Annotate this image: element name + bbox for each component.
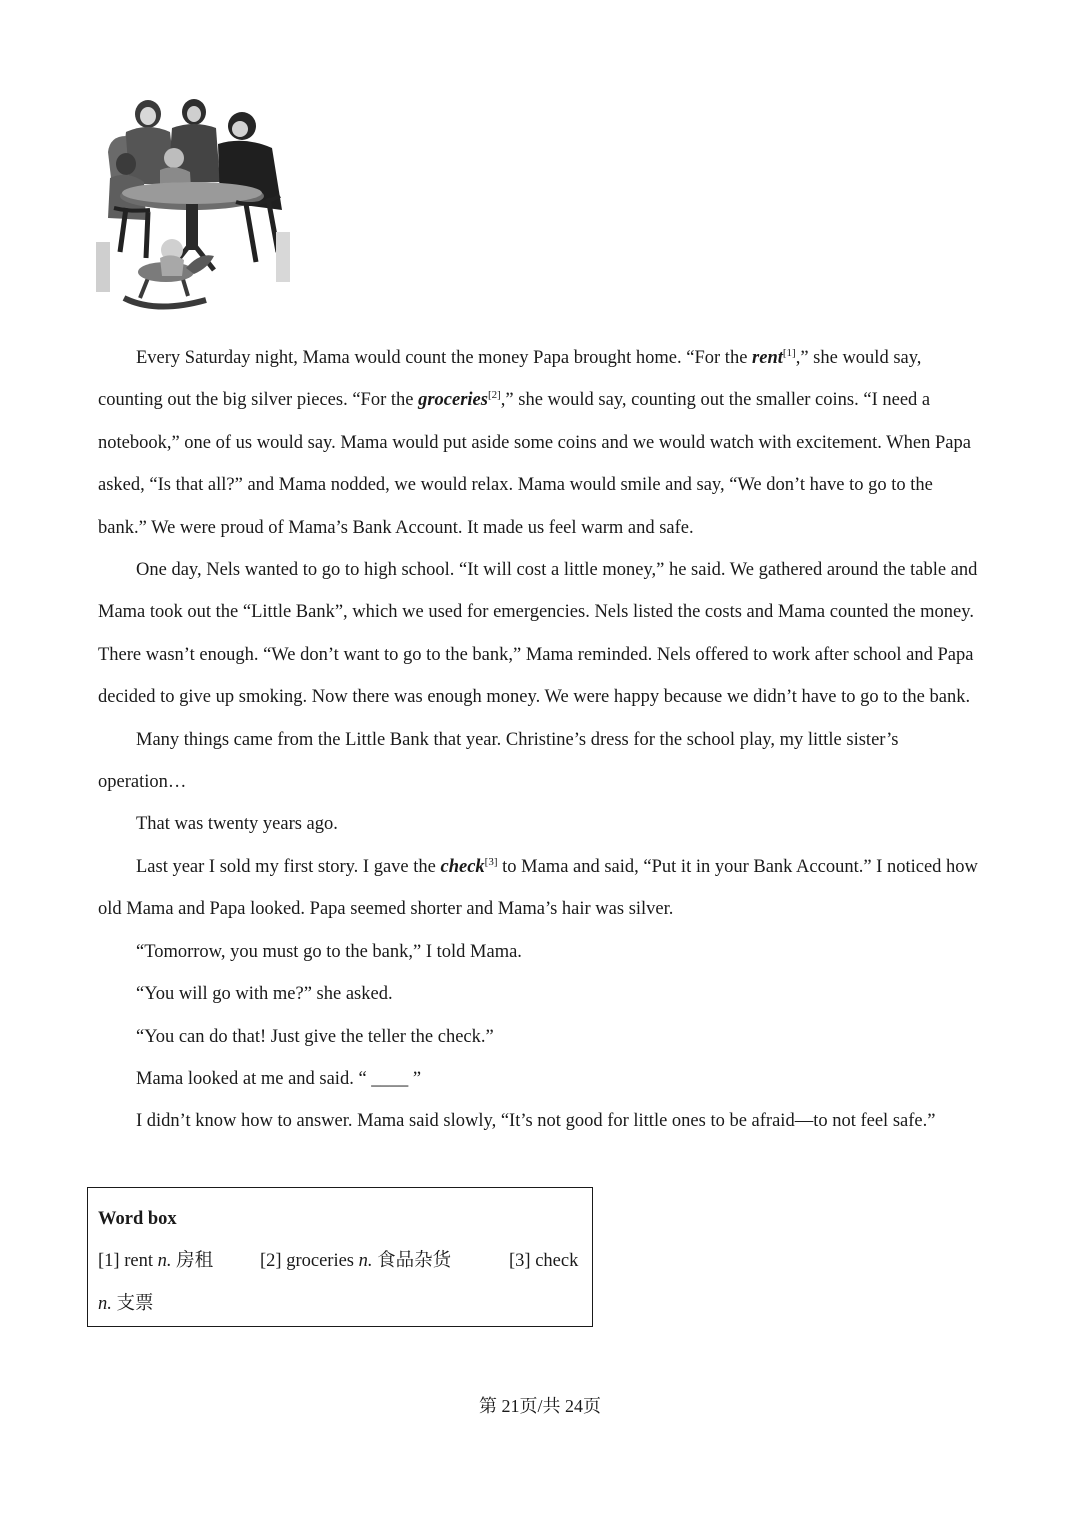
word-box-entry-rent: [1] rent n. 房租 <box>98 1251 214 1272</box>
word-box-entry-check-continued: n. 支票 <box>98 1293 154 1314</box>
word-box-entries <box>98 1240 582 1282</box>
keyword-check: check <box>440 856 485 877</box>
keyword-rent: rent <box>752 348 783 368</box>
word-box <box>87 1187 593 1327</box>
story-text <box>98 337 980 1143</box>
footnote-marker-2: [2] <box>487 389 501 402</box>
story-paragraph-4: That was twenty years ago. <box>136 814 338 835</box>
page-number-footer: 第 21页/共 24页 <box>478 1396 601 1416</box>
word-box-title: Word box <box>98 1209 177 1229</box>
story-paragraph-9: Mama looked at me and said. “ ____ ” <box>136 1068 422 1089</box>
story-paragraph-8: “You can do that! Just give the teller the check.” <box>136 1026 494 1047</box>
keyword-groceries: groceries <box>418 390 488 411</box>
story-paragraph-1: Every Saturday night, Mama would count the money Papa brought home. “For the rent[1],” she would say, counting out the big silver pieces. “For the groceries[2],” she would say, counting out the smaller coins. “I need a notebook,” one of us would say. Mama would put aside some coins and we would watch with excitement. When Papa asked, “Is that all?” and Mama nodded, we would relax. Mama would smile and say, “We don’t have to go to the bank.” We were proud of Mama’s Bank Account. It made us feel warm and safe. <box>98 346 971 538</box>
answer-blank: ____ <box>371 1068 409 1089</box>
family-at-table-illustration <box>96 92 296 324</box>
story-paragraph-6: “Tomorrow, you must go to the bank,” I told Mama. <box>136 941 522 962</box>
story-paragraph-7: “You will go with me?” she asked. <box>136 984 393 1005</box>
word-box-entry-check: [3] check <box>509 1251 579 1272</box>
footnote-marker-1: [1] <box>782 346 796 359</box>
story-paragraph-10: I didn’t know how to answer. Mama said slowly, “It’s not good for little ones to be afraid—to not feel safe.” <box>136 1111 936 1132</box>
story-paragraph-2: One day, Nels wanted to go to high school. “It will cost a little money,” he said. We gathered around the table and Mama took out the “Little Bank”, which we used for emergencies. Nels listed the costs and Mama counted the money. There wasn’t enough. “We don’t want to go to the bank,” Mama reminded. Nels offered to work after school and Papa decided to give up smoking. Now there was enough money. We were happy because we didn’t have to go to the bank. <box>98 560 978 708</box>
word-box-entry-groceries: [2] groceries n. 食品杂货 <box>260 1251 452 1272</box>
story-paragraph-3: Many things came from the Little Bank that year. Christine’s dress for the school play, my little sister’s operation… <box>98 729 899 793</box>
footnote-marker-3: [3] <box>484 855 498 868</box>
story-paragraph-5: Last year I sold my first story. I gave the check[3] to Mama and said, “Put it in your Bank Account.” I noticed how old Mama and Papa looked. Papa seemed shorter and Mama’s hair was silver. <box>98 855 978 920</box>
